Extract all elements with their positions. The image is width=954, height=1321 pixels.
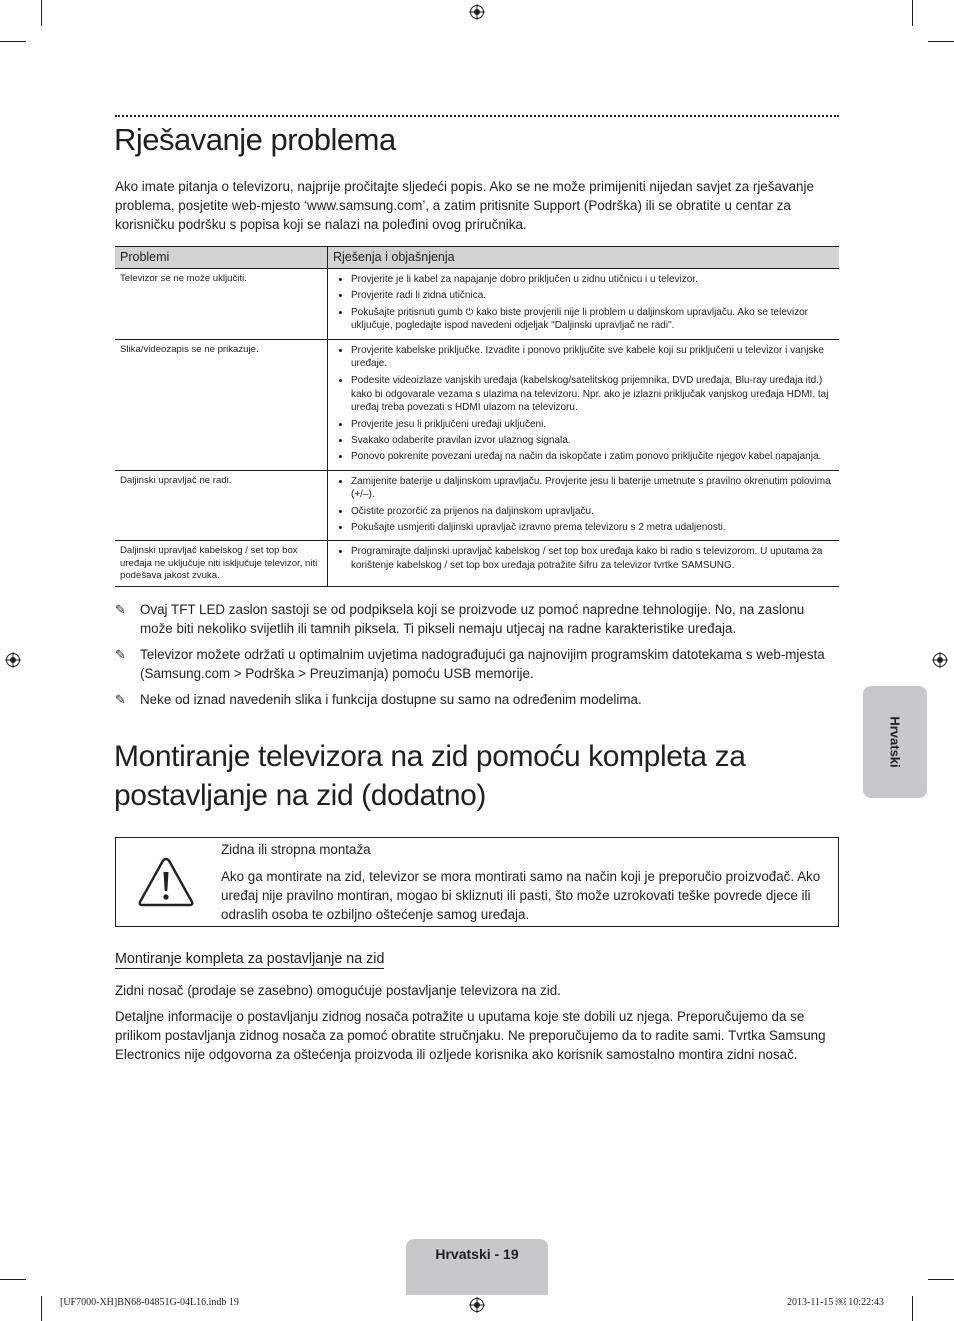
column-header: Rješenja i objašnjenja xyxy=(328,247,840,269)
registration-mark-icon xyxy=(469,1297,485,1313)
solutions-cell xyxy=(328,339,840,470)
section-title: Montiranje televizora na zid pomoću kompleta za postavljanje na zid (dodatno) xyxy=(114,740,746,812)
paragraph: Detaljne informacije o postavljanju zidnog nosača potražite u uputama koje ste dobili uz njega. Preporučujemo da se prilikom postavljanja zidnog nosača za pomoć obratite stručnjaku. Ne preporučujemo da to radite sami. Tvrtka Samsung Electronics nije odgovorna za oštećenja proizvoda ili ozljede korisnika ako korisnik samostalno montira zidni nosač. xyxy=(115,1009,826,1062)
warning-text: Ako ga montirate na zid, televizor se mora montirati samo na način koji je preporučio proizvođač. Ako uređaj nije pravilno montiran, mogao bi skliznuti ili pasti, što može uzrokovati teške povrede djece ili odraslih osoba te ozbiljno oštećenje samog uređaja. xyxy=(221,869,821,922)
warning-box xyxy=(115,837,839,927)
solution-item: • Provjerite radi li zidna utičnica. xyxy=(351,289,834,303)
solution-item: • Zamijenite baterije u daljinskom upravljaču. Provjerite jesu li baterije umetnute s pravilno okrenutim polovima (+/–). xyxy=(351,475,834,503)
note-text: Ovaj TFT LED zaslon sastoji se od podpiksela koji se proizvode uz pomoć napredne tehnologije. No, na zaslonu može biti nekoliko svijetlih ili tamnih piksela. Ti pikseli nemaju utjecaj na radne karakteristike uređaja. xyxy=(140,602,805,636)
solutions-cell xyxy=(328,269,840,340)
warning-triangle-icon xyxy=(137,856,195,908)
solution-item: • Pokušajte usmjeriti daljinski upravljač izravno prema televizoru s 2 metra udaljenosti. xyxy=(351,521,834,535)
problem-cell: Daljinski upravljač kabelskog / set top box uređaja ne uključuje niti isključuje televizor, niti podešava jakost zvuka. xyxy=(115,541,328,587)
registration-mark-icon xyxy=(932,652,948,668)
table-row xyxy=(115,339,839,470)
warning-title: Zidna ili stropna montaža xyxy=(221,842,371,857)
footer-timestamp: 2013-11-15 ￼ 10:22:43 xyxy=(787,1297,884,1308)
solution-item: • Provjerite jesu li priključeni uređaji uključeni. xyxy=(351,418,834,432)
notes-list xyxy=(115,600,839,716)
problem-cell: Slika/videozapis se ne prikazuje. xyxy=(115,339,328,470)
table-row xyxy=(115,470,839,541)
crop-mark xyxy=(41,0,42,26)
subheading: Montiranje kompleta za postavljanje na zid xyxy=(115,951,385,967)
crop-mark xyxy=(912,1296,913,1321)
solution-item: • Podesite videoizlaze vanjskih uređaja (kabelskog/satelitskog prijemnika, DVD uređaja, Blu-ray uređaja itd.) kako bi odgovarale vezama s ulazima na televizoru. Npr. ako je izlazni priključak vanjskog uređaja HDMI, taj uređaj treba povezati s HDMI ulazom na televizoru. xyxy=(351,374,834,415)
crop-mark xyxy=(928,41,954,42)
solution-item: • Provjerite kabelske priključke. Izvadite i ponovo priključite sve kabele koji su priključeni u televizor i vanjske uređaje. xyxy=(351,344,834,372)
table-header-row xyxy=(115,247,839,269)
solution-item: • Ponovo pokrenite povezani uređaj na način da iskopčate i zatim ponovo priključite njegov kabel napajanja. xyxy=(351,450,834,464)
registration-mark-icon xyxy=(469,4,485,20)
solutions-list xyxy=(333,344,834,464)
solution-item: • Programirajte daljinski upravljač kabelskog / set top box uređaja kako bi radio s televizorom. U uputama za korištenje kabelskog / set top box uređaja potražite šifru za televizor tvrtke SAMSUNG. xyxy=(351,545,834,573)
page-number-tab xyxy=(406,1239,548,1295)
solutions-cell xyxy=(328,541,840,587)
page-number: Hrvatski - 19 xyxy=(435,1246,519,1262)
note-item xyxy=(115,690,839,709)
paragraph: Zidni nosač (prodaje se zasebno) omogućuje postavljanje televizora na zid. xyxy=(115,983,561,998)
table-row xyxy=(115,269,839,340)
solution-item: • Svakako odaberite pravilan izvor ulaznog signala. xyxy=(351,434,834,448)
page-title: Rješavanje problema xyxy=(114,122,396,157)
pencil-note-icon: ✎ xyxy=(115,692,126,707)
side-tab-label: Hrvatski xyxy=(887,716,903,768)
column-header: Problemi xyxy=(115,247,328,269)
crop-mark xyxy=(41,1296,42,1321)
solution-item: • Pokušajte pritisnuti gumb ⏻ kako biste provjerili nije li problem u daljinskom upravljaču. Ako se televizor uključuje, pogledajte ispod navedeni odjeljak "Daljinski upravljač ne radi". xyxy=(351,306,834,334)
crop-mark xyxy=(0,41,26,42)
note-item xyxy=(115,645,839,683)
problem-cell: Televizor se ne može uključiti. xyxy=(115,269,328,340)
note-text: Neke od iznad navedenih slika i funkcija dostupne su samo na određenim modelima. xyxy=(140,692,642,707)
solution-item: • Očistite prozorčić za prijenos na daljinskom upravljaču. xyxy=(351,505,834,519)
crop-mark xyxy=(0,1279,26,1280)
crop-mark xyxy=(912,0,913,26)
solutions-list xyxy=(333,273,834,333)
intro-paragraph: Ako imate pitanja o televizoru, najprije pročitajte sljedeći popis. Ako se ne može primijeniti nijedan savjet za rješavanje problema, posjetite web-mjesto ‘www.samsung.com’, a zatim pritisnite Support (Podrška) ili se obratite u centar za korisničku podršku s popisa koji se nalazi na poleđini ovog priručnika. xyxy=(115,179,814,232)
solutions-cell xyxy=(328,470,840,541)
table-body xyxy=(115,269,839,587)
pencil-note-icon: ✎ xyxy=(115,602,126,617)
registration-mark-icon xyxy=(5,652,21,668)
table-row xyxy=(115,541,839,587)
problem-cell: Daljinski upravljač ne radi. xyxy=(115,470,328,541)
note-text: Televizor možete održati u optimalnim uvjetima nadograđujući ga najnovijim programskim datotekama s web-mjesta (Samsung.com > Podrška > Preuzimanja) pomoću USB memorije. xyxy=(140,647,825,681)
section-divider xyxy=(115,115,839,117)
language-side-tab xyxy=(863,686,927,798)
note-item xyxy=(115,600,839,638)
troubleshooting-table xyxy=(115,246,839,587)
footer-file-info: [UF7000-XH]BN68-04851G-04L16.indb 19 xyxy=(60,1297,239,1308)
solutions-list xyxy=(333,475,834,535)
crop-mark xyxy=(928,1279,954,1280)
pencil-note-icon: ✎ xyxy=(115,647,126,662)
solution-item: • Provjerite je li kabel za napajanje dobro priključen u zidnu utičnicu i u televizor. xyxy=(351,273,834,287)
solutions-list xyxy=(333,545,834,573)
